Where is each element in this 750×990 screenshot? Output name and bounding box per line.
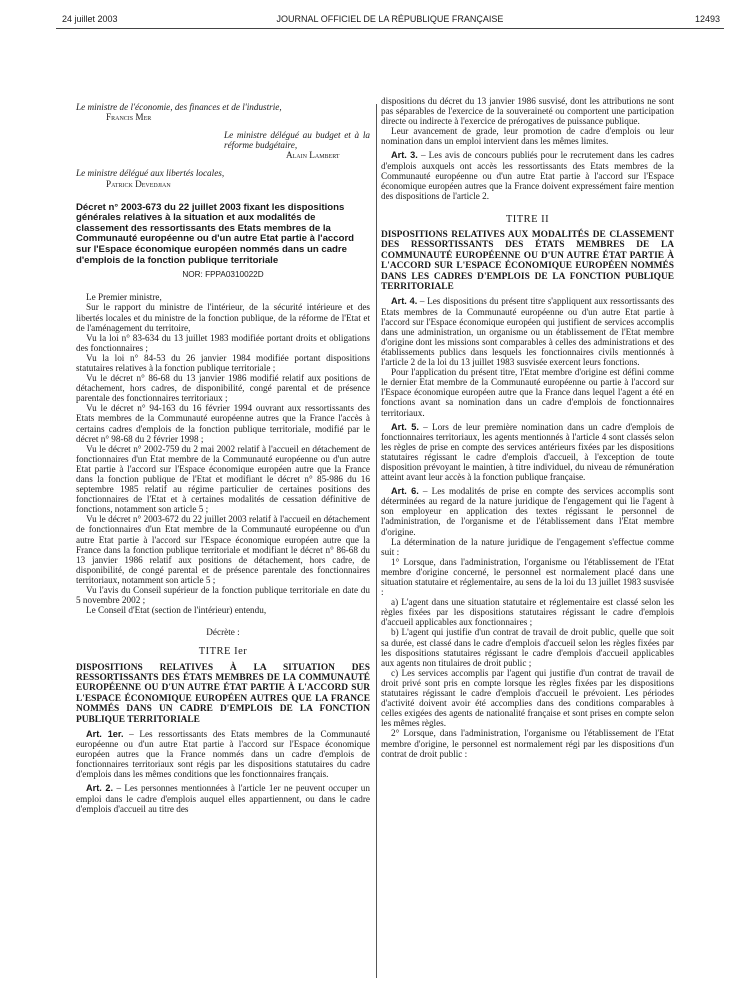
article-1 <box>76 729 370 779</box>
article-6-item-a: a) L'agent dans une situation statutaire et réglementaire est classé selon les règles fixées par les dispositions statutaires régissant le cadre d'emplois d'accueil applicables aux fonctionnaires ; <box>381 597 674 628</box>
article-6-item-c: c) Les services accomplis par l'agent qui justifie d'un contrat de travail de droit privé sont pris en compte lorsque les règles fixées par les dispositions statutaires régissant le cadre d'emplois d'accueil le prévoient. Les périodes d'activité doivent avoir été accomplies dans des conditions comparables à celles exigées des agents de nationalité française et sont prises en compte selon les mêmes règles. <box>381 667 674 729</box>
column-divider <box>376 104 377 978</box>
header-date: 24 juillet 2003 <box>62 14 118 24</box>
article-1-label: Art. 1er. <box>86 728 124 739</box>
article-2-text: – Les personnes mentionnées à l'article 1er ne peuvent occuper un emploi dans le cadre d'emplois auquel elles appartiennent, ou dans le cadre d'emplois d'accueil au titre des <box>76 783 370 814</box>
article-5-text: – Lors de leur première nomination dans un cadre d'emplois de fonctionnaires territoriaux, les agents mentionnés à l'article 4 sont classés selon les règles de prise en compte des services antérieurs fixées par les dispositions statutaires régissant le cadre d'emplois d'accueil, à l'exception de toute disposition prévoyant le maintien, à titre individuel, du niveau de rémunération atteint avant leur accès à la fonction publique française. <box>381 421 674 483</box>
header-journal-title: JOURNAL OFFICIEL DE LA RÉPUBLIQUE FRANÇAISE <box>276 14 504 24</box>
signature-name-mer: Francis Mer <box>106 112 152 123</box>
continuation-paragraph-2: Leur avancement de grade, leur promotion de cadre d'emplois ou leur nomination dans un emploi intervient dans les mêmes limites. <box>381 126 674 147</box>
article-4-paragraph-2: Pour l'application du présent titre, l'Etat membre d'origine est défini comme le dernier Etat membre de la Communauté européenne ou partie à l'accord sur l'Espace économique européen autre que la France dans lequel l'agent a été en fonctions avant sa nomination dans un cadre d'emplois de fonctionnaires territoriaux. <box>381 367 674 418</box>
signature-role-libertes: Le ministre délégué aux libertés locales, <box>76 168 225 179</box>
page-header <box>56 12 724 29</box>
article-6-label: Art. 6. <box>391 486 419 497</box>
article-3-text: – Les avis de concours publiés pour le recrutement dans les cadres d'emplois auxquels ont accès les ressortissants des Etats membres de la Communauté européenne ou d'un autre Etat partie à l'accord sur l'Espace économique européen autres que la France doivent expressément faire mention des dispositions de l'article 2. <box>381 150 674 201</box>
paragraph-7: Vu le décret n° 2003-672 du 22 juillet 2003 relatif à l'accueil en détachement de fonctionnaires d'un Etat membre de la Communauté européenne ou d'un autre Etat partie à l'accord sur l'Espace économique européen autre que la France dans la fonction publique territoriale et modifiant le décret n° 86-68 du 13 janvier 1986 relatif aux positions de détachement, hors cadre, de disponibilité, de congé parental et de présence parentale des fonctionnaires territoriaux, notamment son article 5 ; <box>76 514 370 585</box>
article-5-label: Art. 5. <box>391 421 419 432</box>
paragraph-2: Vu la loi n° 83-634 du 13 juillet 1983 modifiée portant droits et obligations des fonctionnaires ; <box>76 332 370 353</box>
paragraph-9: Le Conseil d'Etat (section de l'intérieur) entendu, <box>86 605 267 616</box>
titre-2-heading: DISPOSITIONS RELATIVES AUX MODALITÉS DE CLASSEMENT DES RESSORTISSANTS DES ÉTATS MEMBRES DE LA COMMUNAUTÉ EUROPÉENNE OU D'UN AUTRE ÉTAT PARTIE À L'ACCORD SUR L'ESPACE ÉCONOMIQUE EUROPÉEN NOMMÉS DANS LES CADRES D'EMPLOIS DE LA FONCTION PUBLIQUE TERRITORIALE <box>381 230 674 293</box>
decree-title: Décret n° 2003-673 du 22 juillet 2003 fixant les dispositions générales relatives à la situation et aux modalités de classement des ressortissants des Etats membres de la Communauté européenne ou d'un autre Etat partie à l'accord sur l'Espace économique européen nommés dans un cadre d'emplois de la fonction publique territoriale <box>76 201 355 266</box>
article-6-paragraph-2: La détermination de la nature juridique de l'engagement s'effectue comme suit : <box>381 536 674 557</box>
paragraph-6: Vu le décret n° 2002-759 du 2 mai 2002 relatif à l'accueil en détachement de fonctionnaires d'un Etat membre de la Communauté européenne ou d'un autre Etat partie à l'accord sur l'Espace économique européen autre que la France dans la fonction publique de l'Etat et modifiant le décret n° 85-986 du 16 septembre 1985 relatif au régime particulier de certaines positions des fonctionnaires de l'Etat et à certaines modalités de cessation définitive de fonctions, notamment son article 5 ; <box>76 443 370 515</box>
signature-name-devedjian: Patrick Devedjian <box>106 178 171 189</box>
decrete-line: Décrète : <box>206 627 240 638</box>
continuation-paragraph-1: dispositions du décret du 13 janvier 1986 susvisé, dont les attributions ne sont pas séparables de l'exercice de la souveraineté ou comportent une participation directe ou indirecte à l'exercice de prérogatives de puissance publique. <box>381 96 674 127</box>
article-6-paragraph-4: 2° Lorsque, dans l'administration, l'organisme ou l'établissement de l'Etat membre d'origine, le personnel est normalement régi par les dispositions d'un contrat de droit public : <box>381 728 674 759</box>
article-3 <box>381 150 674 200</box>
article-6 <box>381 486 674 536</box>
article-5 <box>381 422 674 483</box>
paragraph-1: Sur le rapport du ministre de l'intérieur, de la sécurité intérieure et des libertés locales et du ministre de la fonction publique, de la réforme de l'Etat et de l'aménagement du territoire, <box>76 302 370 333</box>
nor-reference: NOR: FPPA0310022D <box>182 270 264 280</box>
article-2 <box>76 783 370 813</box>
signature-role-economie: Le ministre de l'économie, des finances et de l'industrie, <box>76 102 282 112</box>
article-4-text: – Les dispositions du présent titre s'appliquent aux ressortissants des Etats membres de la Communauté européenne ou d'un autre Etat partie à l'accord sur l'Espace économique européen qui justifient de services accomplis dans une administration, un organisme ou un établissement de l'Etat membre d'origine dont les missions sont comparables à celles des administrations et des établissements publics dans lesquels les fonctionnaires civils mentionnés à l'article 2 de la loi du 13 juillet 1983 susvisée exercent leurs fonctions. <box>381 296 674 368</box>
paragraph-5: Vu le décret n° 94-163 du 16 février 1994 ouvrant aux ressortissants des Etats membres de la Communauté européenne autres que la France l'accès à certains cadres d'emplois de la fonction publique territoriale, modifié par le décret n° 98-68 du 2 février 1998 ; <box>76 403 370 444</box>
titre-2-label: TITRE II <box>505 213 550 225</box>
article-4-label: Art. 4. <box>391 296 418 307</box>
signature-name-lambert: Alain Lambert <box>286 150 340 161</box>
paragraph-8: Vu l'avis du Conseil supérieur de la fonction publique territoriale en date du 5 novembre 2002 ; <box>76 585 370 606</box>
signature-role-budget: Le ministre délégué au budget et à la réforme budgétaire, <box>224 130 370 151</box>
header-page-number: 12493 <box>694 14 720 24</box>
right-column <box>381 96 674 759</box>
article-4 <box>381 296 674 367</box>
article-6-paragraph-3: 1° Lorsque, dans l'administration, l'organisme ou l'établissement de l'Etat membre d'origine concerné, le personnel est normalement placé dans une situation statutaire et réglementaire, au sens de la loi du 13 juillet 1983 susvisée : <box>381 556 674 598</box>
article-3-label: Art. 3. <box>391 150 418 161</box>
paragraph-3: Vu la loi n° 84-53 du 26 janvier 1984 modifiée portant dispositions statutaires relatives à la fonction publique territoriale ; <box>76 352 370 373</box>
paragraph-4: Vu le décret n° 86-68 du 13 janvier 1986 modifié relatif aux positions de détachement, hors cadres, de disponibilité, congé parental et de présence parentale des fonctionnaires territoriaux ; <box>76 373 370 404</box>
article-1-text: – Les ressortissants des Etats membres de la Communauté européenne ou d'un autre Etat partie à l'accord sur l'Espace économique européen autres que la France nommés dans un cadre d'emplois de fonctionnaires territoriaux sont régis par les dispositions statutaires du cadre d'emplois dans les mêmes conditions que les fonctionnaires français. <box>76 728 370 780</box>
article-2-label: Art. 2. <box>86 783 114 794</box>
left-column <box>76 102 370 814</box>
titre-1-label: TITRE Ier <box>198 646 248 658</box>
article-6-text: – Les modalités de prise en compte des services accomplis sont déterminées au regard de la nature juridique de l'engagement qui lie l'agent à son employeur en application des textes régissant le personnel de l'administration, de l'organisme et de l'établissement dans l'Etat membre d'origine. <box>381 486 674 537</box>
paragraph-0: Le Premier ministre, <box>86 292 162 303</box>
titre-1-heading: DISPOSITIONS RELATIVES À LA SITUATION DES RESSORTISSANTS DES ÉTATS MEMBRES DE LA COMMUNAUTÉ EUROPÉENNE OU D'UN AUTRE ÉTAT PARTIE À L'ACCORD SUR L'ESPACE ÉCONOMIQUE EUROPÉEN AUTRES QUE LA FRANCE NOMMÉS DANS UN CADRE D'EMPLOIS DE LA FONCTION PUBLIQUE TERRITORIALE <box>76 662 370 725</box>
article-6-item-b: b) L'agent qui justifie d'un contrat de travail de droit public, quelle que soit sa durée, est classé dans le cadre d'emplois d'accueil selon les règles fixées par les dispositions statutaires régissant le cadre d'emplois d'accueil applicables aux agents non titulaires de droit public ; <box>381 627 674 668</box>
